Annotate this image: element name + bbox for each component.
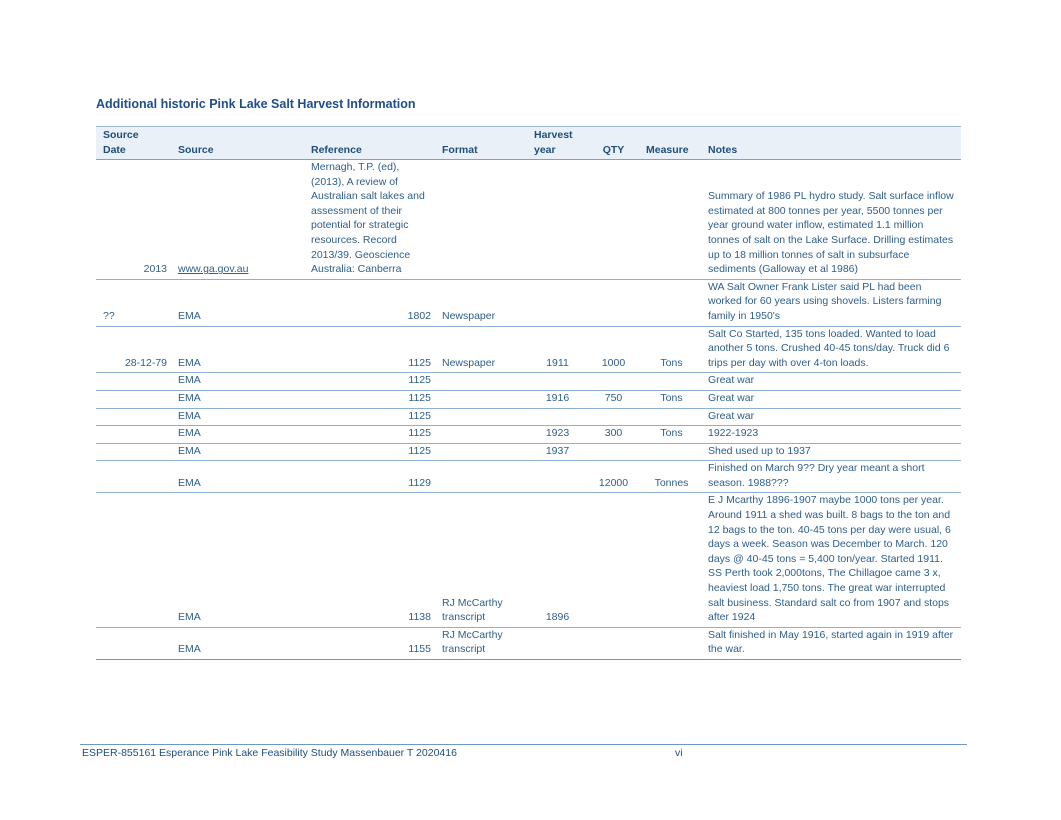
cell-measure [639, 493, 701, 627]
cell-notes: 1922-1923 [701, 426, 961, 444]
cell-year [527, 373, 585, 391]
cell-reference: 1125 [304, 390, 435, 408]
cell-measure [639, 408, 701, 426]
cell-notes: Shed used up to 1937 [701, 443, 961, 461]
footer-document-id: ESPER-855161 Esperance Pink Lake Feasibility Study Massenbauer T 2020416 [82, 747, 457, 759]
cell-qty [585, 493, 639, 627]
cell-format: Newspaper [435, 326, 527, 373]
cell-year: 1916 [527, 390, 585, 408]
cell-reference: 1802 [304, 279, 435, 326]
cell-measure: Tons [639, 390, 701, 408]
cell-qty [585, 627, 639, 659]
header-harvest-year: Harvest year [527, 127, 585, 160]
cell-date [96, 461, 171, 493]
cell-format: Newspaper [435, 279, 527, 326]
cell-format [435, 426, 527, 444]
cell-date [96, 426, 171, 444]
cell-measure: Tons [639, 426, 701, 444]
cell-date [96, 373, 171, 391]
cell-source: EMA [171, 373, 304, 391]
table-row [96, 326, 961, 373]
cell-reference: Mernagh, T.P. (ed), (2013), A review of Australian salt lakes and assessment of their potential for strategic resources. Record 2013/39. Geoscience Australia: Canberra [304, 160, 435, 280]
cell-year [527, 279, 585, 326]
cell-notes: Finished on March 9?? Dry year meant a short season. 1988??? [701, 461, 961, 493]
header-qty: QTY [585, 127, 639, 160]
cell-measure [639, 373, 701, 391]
table-row [96, 160, 961, 280]
cell-qty: 750 [585, 390, 639, 408]
cell-qty [585, 279, 639, 326]
table-row [96, 373, 961, 391]
cell-qty: 300 [585, 426, 639, 444]
source-link[interactable]: www.ga.gov.au [178, 263, 249, 276]
cell-source: EMA [171, 627, 304, 659]
cell-reference: 1138 [304, 493, 435, 627]
cell-reference: 1129 [304, 461, 435, 493]
cell-measure [639, 627, 701, 659]
cell-reference: 1125 [304, 373, 435, 391]
cell-qty: 1000 [585, 326, 639, 373]
cell-qty [585, 443, 639, 461]
table-row [96, 279, 961, 326]
cell-format [435, 461, 527, 493]
header-notes: Notes [701, 127, 961, 160]
header-reference: Reference [304, 127, 435, 160]
table-row [96, 461, 961, 493]
cell-date [96, 408, 171, 426]
cell-source: EMA [171, 279, 304, 326]
cell-date [96, 627, 171, 659]
page-number: vi [675, 747, 683, 759]
table-row [96, 426, 961, 444]
cell-date: 28-12-79 [96, 326, 171, 373]
cell-measure [639, 279, 701, 326]
cell-year: 1896 [527, 493, 585, 627]
cell-format [435, 373, 527, 391]
table-row [96, 408, 961, 426]
cell-reference: 1125 [304, 326, 435, 373]
cell-reference: 1155 [304, 627, 435, 659]
cell-year: 1937 [527, 443, 585, 461]
table-row [96, 493, 961, 627]
cell-date [96, 390, 171, 408]
cell-notes: Salt finished in May 1916, started again in 1919 after the war. [701, 627, 961, 659]
cell-qty: 12000 [585, 461, 639, 493]
cell-date [96, 443, 171, 461]
cell-measure [639, 160, 701, 280]
salt-harvest-table [96, 126, 961, 660]
section-title: Additional historic Pink Lake Salt Harvest Information [96, 97, 416, 111]
table-row [96, 390, 961, 408]
cell-source[interactable] [171, 160, 304, 280]
cell-year: 1911 [527, 326, 585, 373]
cell-date [96, 493, 171, 627]
cell-qty [585, 160, 639, 280]
cell-source: EMA [171, 326, 304, 373]
cell-source: EMA [171, 408, 304, 426]
cell-year [527, 461, 585, 493]
cell-notes: Summary of 1986 PL hydro study. Salt surface inflow estimated at 800 tonnes per year, 5500 tonnes per year ground water inflow, estimated 1.1 million tonnes of salt on the Lake Surface. Drilling estimates up to 18 million tonnes of salt in subsurface sediments (Galloway et al 1986) [701, 160, 961, 280]
cell-year [527, 627, 585, 659]
cell-source: EMA [171, 443, 304, 461]
cell-date: ?? [96, 279, 171, 326]
cell-format: RJ McCarthy transcript [435, 627, 527, 659]
cell-format [435, 443, 527, 461]
header-source: Source [171, 127, 304, 160]
cell-year: 1923 [527, 426, 585, 444]
cell-source: EMA [171, 426, 304, 444]
table-row [96, 443, 961, 461]
footer-divider [80, 744, 967, 745]
cell-qty [585, 373, 639, 391]
cell-notes: Salt Co Started, 135 tons loaded. Wanted to load another 5 tons. Crushed 40-45 tons/day. Truck did 6 trips per day with over 4-ton loads. [701, 326, 961, 373]
cell-notes: E J Mcarthy 1896-1907 maybe 1000 tons per year. Around 1911 a shed was built. 8 bags to the ton and 12 bags to the ton. 40-45 tons per day were usual, 6 days a week. Season was December to March. 120 days @ 40-45 tons = 5,400 ton/year. Started 1911. SS Perth took 2,000tons, The Chillagoe came 3 x, heaviest load 1,750 tons. The great war interrupted salt business. Standard salt co from 1907 and stops after 1924 [701, 493, 961, 627]
cell-year [527, 160, 585, 280]
cell-source: EMA [171, 493, 304, 627]
cell-measure: Tonnes [639, 461, 701, 493]
cell-format: RJ McCarthy transcript [435, 493, 527, 627]
cell-measure [639, 443, 701, 461]
cell-notes: WA Salt Owner Frank Lister said PL had been worked for 60 years using shovels. Listers farming family in 1950's [701, 279, 961, 326]
cell-notes: Great war [701, 408, 961, 426]
cell-reference: 1125 [304, 443, 435, 461]
cell-reference: 1125 [304, 408, 435, 426]
cell-format [435, 408, 527, 426]
cell-year [527, 408, 585, 426]
table-row [96, 627, 961, 659]
cell-measure: Tons [639, 326, 701, 373]
cell-qty [585, 408, 639, 426]
table-header-row [96, 127, 961, 160]
cell-notes: Great war [701, 373, 961, 391]
header-source-date: Source Date [96, 127, 171, 160]
header-measure: Measure [639, 127, 701, 160]
header-format: Format [435, 127, 527, 160]
cell-source: EMA [171, 390, 304, 408]
cell-notes: Great war [701, 390, 961, 408]
cell-reference: 1125 [304, 426, 435, 444]
cell-format [435, 160, 527, 280]
cell-source: EMA [171, 461, 304, 493]
cell-date: 2013 [96, 160, 171, 280]
cell-format [435, 390, 527, 408]
